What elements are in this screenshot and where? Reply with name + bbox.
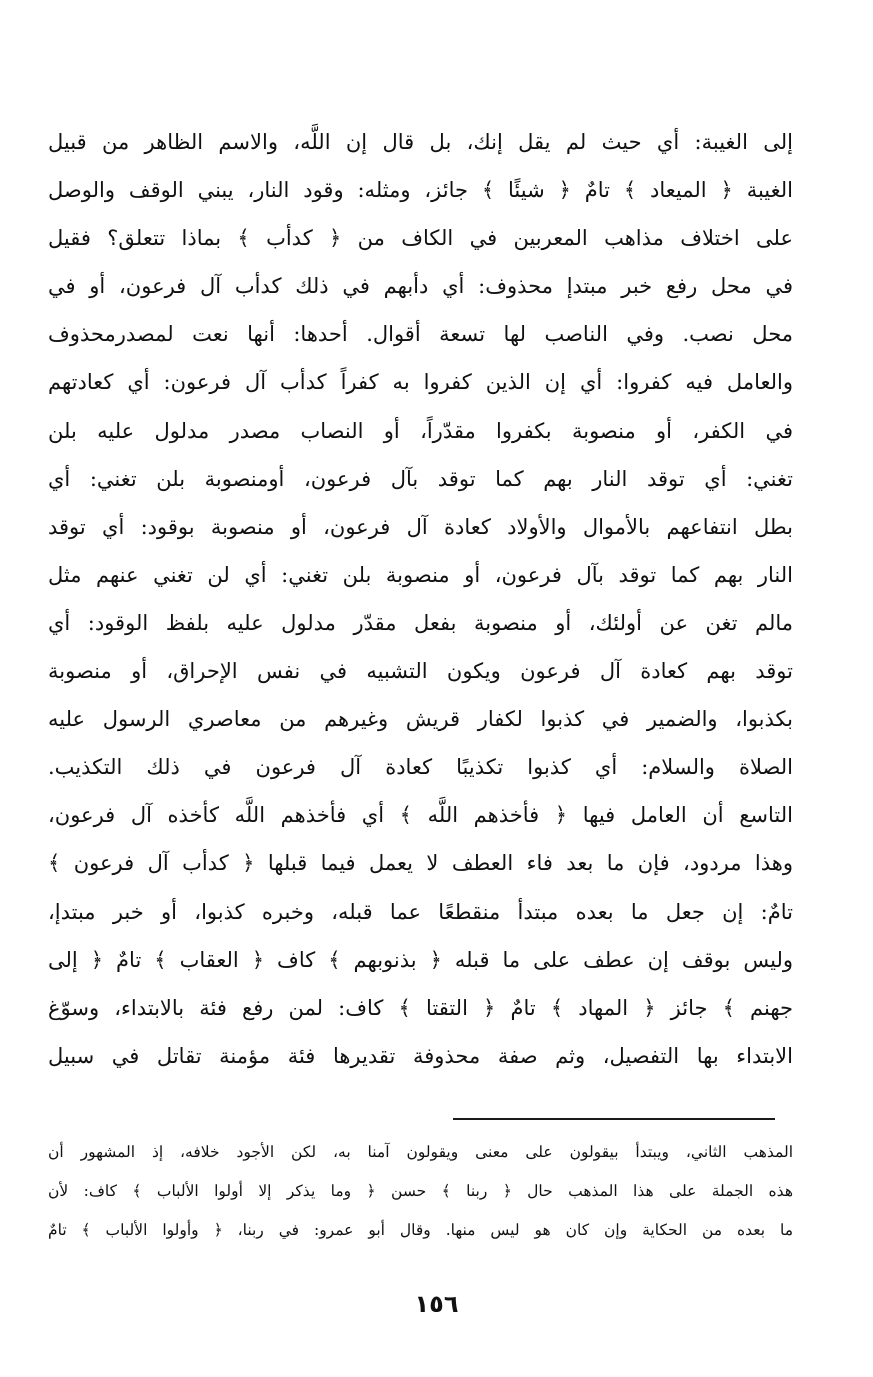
text-line: بكذبوا، والضمير في كذبوا لكفار قريش وغيرهم من معاصري الرسول عليه — [48, 707, 793, 732]
text-line: وهذا مردود، فإن ما بعد فاء العطف لا يعمل فيما قبلها ﴿ كدأب آل فرعون ﴾ — [48, 851, 793, 876]
footnote-line: المذهب الثاني، ويبتدأ بيقولون على معنى ويقولون آمنا به، لكن الأجود خلافه، إذ المشهور أن — [48, 1143, 793, 1161]
text-line: إلى الغيبة: أي حيث لم يقل إنك، بل قال إن اللَّه، والاسم الظاهر من قبيل — [48, 130, 793, 154]
text-line: التاسع أن العامل فيها ﴿ فأخذهم اللَّه ﴾ أي فأخذهم اللَّه كأخذه آل فرعون، — [48, 803, 793, 828]
text-line: محل نصب. وفي الناصب لها تسعة أقوال. أحدها: أنها نعت لمصدرمحذوف — [48, 322, 793, 347]
text-line: مالم تغن عن أولئك، أو منصوبة بفعل مقدّر مدلول عليه بلفظ الوقود: أي — [48, 610, 793, 635]
text-line: الغيبة ﴿ الميعاد ﴾ تامٌ ﴿ شيئًا ﴾ جائز، ومثله: وقود النار، يبني الوقف والوصل — [48, 178, 793, 203]
text-line: والعامل فيه كفروا: أي إن الذين كفروا به كفراً كدأب آل فرعون: أي كعادتهم — [48, 370, 793, 395]
text-line: على اختلاف مذاهب المعربين في الكاف من ﴿ كدأب ﴾ بماذا تتعلق؟ فقيل — [48, 226, 793, 251]
text-line: وليس بوقف إن عطف على ما قبله ﴿ بذنوبهم ﴾ كاف ﴿ العقاب ﴾ تامٌ ﴿ إلى — [48, 947, 793, 972]
page-number: ١٥٦ — [414, 1290, 459, 1318]
text-line: الصلاة والسلام: أي كذبوا تكذيبًا كعادة آل فرعون في ذلك التكذيب. — [48, 755, 793, 780]
main-body-text — [48, 118, 793, 1080]
text-line: النار بهم كما توقد بآل فرعون، أو منصوبة بلن تغني: أي لن تغني عنهم مثل — [48, 562, 793, 587]
text-line: توقد بهم كعادة آل فرعون ويكون التشبيه في نفس الإحراق، أو منصوبة — [48, 659, 793, 684]
text-line: بطل انتفاعهم بالأموال والأولاد كعادة آل فرعون، أو منصوبة بوقود: أي توقد — [48, 514, 793, 539]
text-line: تامٌ: إن جعل ما بعده مبتدأ منقطعًا عما قبله، وخبره كذبوا، أو خبر مبتدإ، — [48, 899, 793, 924]
footnotes — [48, 1133, 793, 1250]
text-line: في محل رفع خبر مبتدإ محذوف: أي دأبهم في ذلك كدأب آل فرعون، أو في — [48, 274, 793, 299]
text-line: جهنم ﴾ جائز ﴿ المهاد ﴾ تامٌ ﴿ التقتا ﴾ كاف: لمن رفع فئة بالابتداء، وسوّغ — [48, 995, 793, 1020]
text-line: الابتداء بها التفصيل، وثم صفة محذوفة تقديرها فئة مؤمنة تقاتل في سبيل — [48, 1043, 793, 1068]
text-line: في الكفر، أو منصوبة بكفروا مقدّراً، أو النصاب مصدر مدلول عليه بلن — [48, 418, 793, 443]
footnote-line: ما بعده من الحكاية وإن كان هو ليس منها. وقال أبو عمرو: في ربنا، ﴿ وأولوا الألباب ﴾ تامٌ — [48, 1221, 793, 1239]
text-line: تغني: أي توقد النار بهم كما توقد بآل فرعون، أومنصوبة بلن تغني: أي — [48, 466, 793, 491]
footnote-line: هذه الجملة على هذا المذهب حال ﴿ ربنا ﴾ حسن ﴿ وما يذكر إلا أولوا الألباب ﴾ كاف: لأن — [48, 1182, 793, 1200]
footnote-divider — [453, 1118, 775, 1120]
